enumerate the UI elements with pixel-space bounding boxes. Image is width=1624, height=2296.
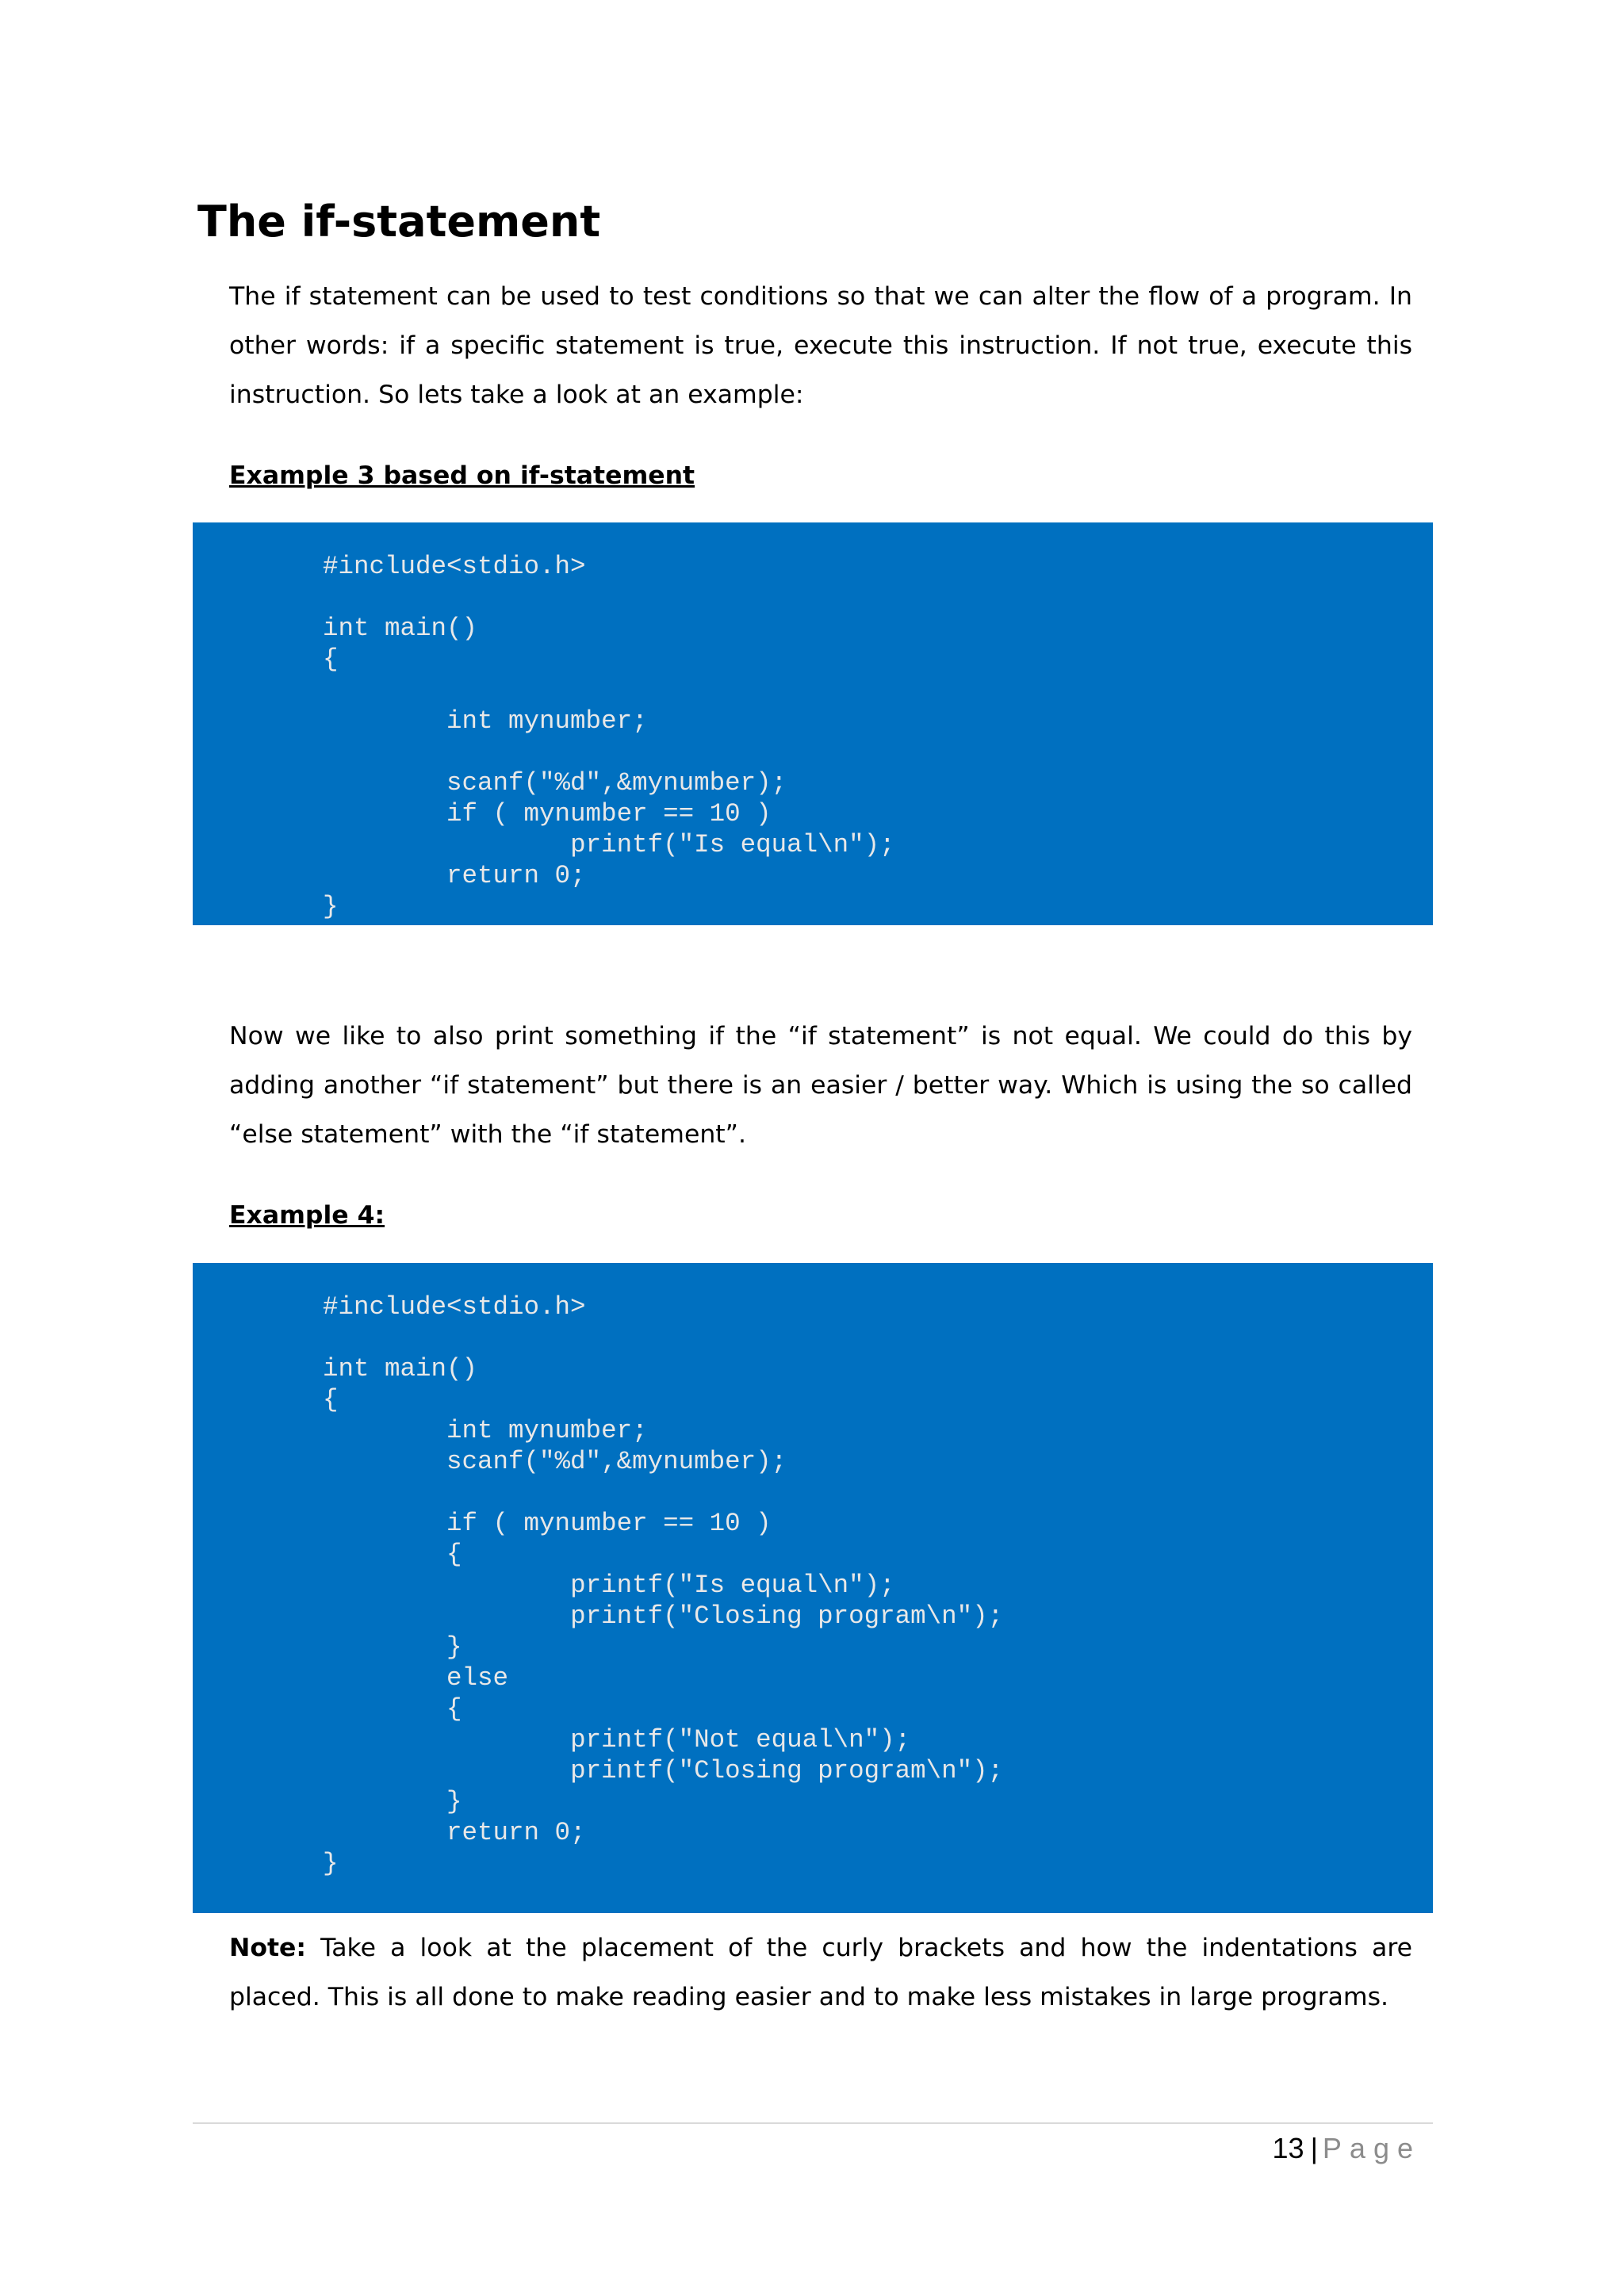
- page-footer: [1273, 2130, 1421, 2168]
- footer-divider: [193, 2122, 1433, 2124]
- example-4-code-block: [193, 1263, 1433, 1913]
- example-4-heading: Example 4:: [229, 1201, 385, 1230]
- intro-paragraph: The if statement can be used to test conditions so that we can alter the flow of a program. In other words: if a specific statement is true, execute this instruction. If not true, execute this instruction. So lets take a look at an example:: [229, 282, 1412, 409]
- footer-separator: |: [1310, 2132, 1318, 2164]
- example-3-heading: Example 3 based on if-statement: [229, 461, 695, 490]
- page-title: The if-statement: [197, 197, 601, 247]
- note-paragraph: [229, 1923, 1412, 2022]
- else-paragraph: Now we like to also print something if the “if statement” is not equal. We could do this by adding another “if statement” but there is an easier / better way. Which is using the so called “else statement” with the “if statement”.: [229, 1022, 1412, 1149]
- note-text: Take a look at the placement of the curly brackets and how the indentations are placed. This is all done to make reading easier and to make less mistakes in large programs.: [229, 1934, 1412, 2011]
- page-label: Page: [1322, 2132, 1421, 2164]
- page-number: 13: [1272, 2132, 1304, 2164]
- example-4-code: #include<stdio.h> int main() { int mynumber; scanf("%d",&mynumber); if ( mynumber == 10 ) { printf("Is equal\n"); printf("Closing program\n"); } else { printf("Not equal\n"); printf("Closing program\n"); } return 0; }: [323, 1292, 1004, 1878]
- example-3-code: #include<stdio.h> int main() { int mynumber; scanf("%d",&mynumber); if ( mynumber == 10 ) printf("Is equal\n"); return 0; }: [323, 552, 895, 921]
- note-label: Note:: [229, 1934, 307, 1962]
- example-3-code-block: [193, 522, 1433, 925]
